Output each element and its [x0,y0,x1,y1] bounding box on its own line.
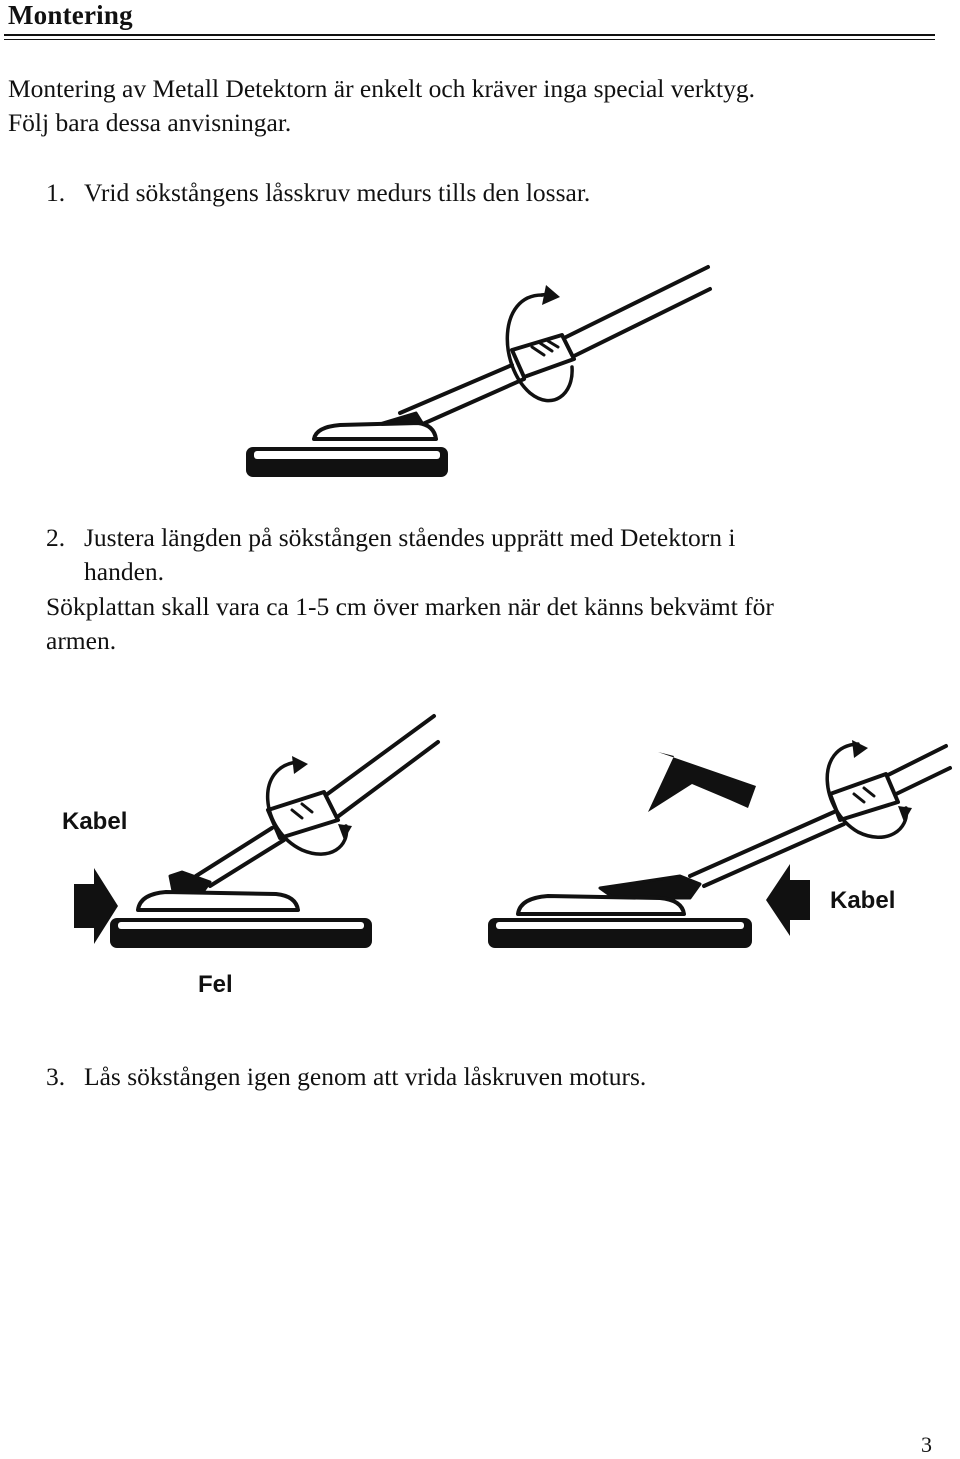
intro-line-2: Följ bara dessa anvisningar. [8,108,292,137]
step-3 [46,1060,646,1094]
figure-loosen-lock-screw [230,255,730,490]
heading-rule-thin [4,39,935,40]
note-line-2: armen. [46,626,117,655]
step-1 [46,176,590,210]
step-2 [46,521,735,555]
intro-line-1: Montering av Metall Detektorn är enkelt och kräver inga special verktyg. [8,74,756,103]
left-cable-label: Kabel [62,808,128,835]
section-heading: Montering [8,0,133,30]
note-line-1: Sökplattan skall vara ca 1-5 cm över marken när det känns bekvämt för [46,592,774,621]
wrong-caption: Fel [198,971,233,998]
page-number: 3 [921,1432,932,1457]
heading-rule-thick [4,34,935,36]
right-detector-drawing [488,740,950,948]
step-3-number: 3. [46,1062,66,1091]
figure-adjust-length [40,700,955,1010]
right-cable-arrow [766,864,810,936]
step-1-number: 1. [46,178,66,207]
step-3-text: Lås sökstången igen genom att vrida låskruven moturs. [84,1062,647,1091]
left-detector-drawing [110,716,438,948]
direction-arrow [648,752,756,812]
step-2-text: Justera längden på sökstången ståendes upprätt med Detektorn i [84,523,736,552]
right-cable-label: Kabel [830,887,896,914]
step-2-number: 2. [46,523,66,552]
step-1-text: Vrid sökstångens låsskruv medurs tills den lossar. [84,178,591,207]
step-2-continuation: handen. [84,557,165,586]
